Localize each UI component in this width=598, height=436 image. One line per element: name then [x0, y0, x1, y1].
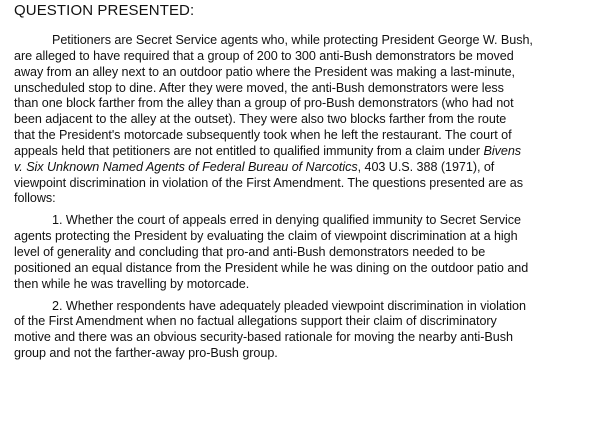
page-title: QUESTION PRESENTED:	[14, 2, 195, 19]
text-line: unscheduled stop to dine. After they were moved, the anti-Bush demonstrators were less	[14, 80, 504, 95]
question-one	[14, 213, 592, 292]
text-line: follows:	[14, 191, 56, 206]
text-line: motive and there was an obvious security-based rationale for moving the nearby anti-Bush	[14, 330, 513, 345]
text-line: group and not the farther-away pro-Bush group.	[14, 346, 278, 361]
text-line: been adjacent to the alley at the outset). They were also two blocks farther from the route	[14, 112, 507, 127]
text-segment: appeals held that petitioners are not entitled to qualified immunity from a claim under	[14, 143, 484, 158]
text-line: 1. Whether the court of appeals erred in denying qualified immunity to Secret Service	[52, 213, 521, 228]
text-line: 2. Whether respondents have adequately pleaded viewpoint discrimination in violation	[52, 298, 526, 313]
text-line: viewpoint discrimination in violation of the First Amendment. The questions presented are as	[14, 175, 523, 190]
text-line: of the First Amendment when no factual allegations support their claim of discriminatory	[14, 314, 497, 329]
text-line: then while he was travelling by motorcade.	[14, 276, 250, 291]
text-line	[14, 144, 592, 160]
case-citation-italic: v. Six Unknown Named Agents of Federal Bureau of Narcotics	[14, 159, 358, 174]
paragraph-facts	[14, 33, 592, 207]
text-line	[14, 160, 592, 176]
text-line: than one block farther from the alley than a group of pro-Bush demonstrators (who had not	[14, 96, 514, 111]
question-two	[14, 299, 592, 362]
document-body	[14, 0, 592, 362]
case-name-italic: Bivens	[483, 143, 522, 158]
text-line: level of generality and concluding that pro-and anti-Bush demonstrators needed to be	[14, 244, 486, 259]
text-line: agents protecting the President by evaluating the claim of viewpoint discrimination at a high	[14, 229, 518, 244]
text-segment: , 403 U.S. 388 (1971), of	[357, 159, 495, 174]
text-line: away from an alley next to an outdoor patio where the President was making a last-minute,	[14, 64, 515, 79]
text-line: that the President's motorcade subsequently took when he left the restaurant. The court of	[14, 128, 512, 143]
text-line: Petitioners are Secret Service agents who, while protecting President George W. Bush,	[52, 33, 533, 47]
text-line: are alleged to have required that a group of 200 to 300 anti-Bush demonstrators be moved	[14, 48, 514, 63]
text-line: positioned an equal distance from the President while he was dining on the outdoor patio and	[14, 260, 529, 275]
